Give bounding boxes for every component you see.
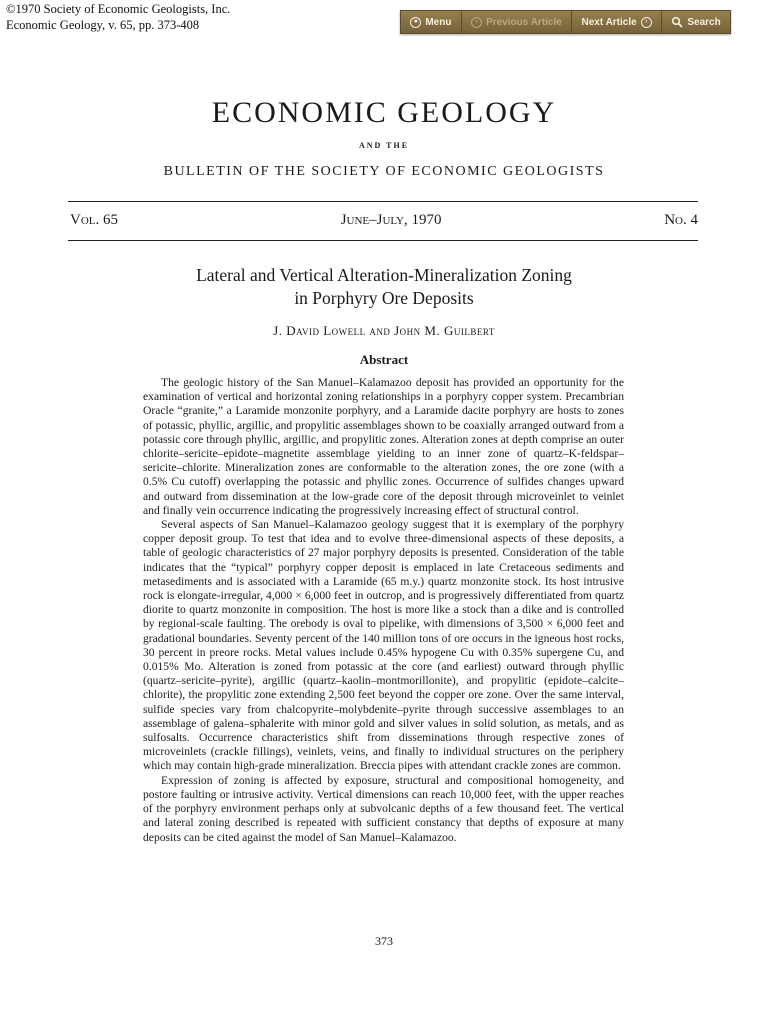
issue-date: June–July, 1970 bbox=[340, 212, 442, 228]
article-title-line-1: Lateral and Vertical Alteration-Mineralization Zoning bbox=[196, 265, 572, 285]
top-divider bbox=[68, 201, 698, 202]
search-button-label: Search bbox=[687, 16, 721, 28]
article-title-line-2: in Porphyry Ore Deposits bbox=[294, 288, 474, 308]
menu-button-label: Menu bbox=[425, 16, 452, 28]
issue-info-row bbox=[70, 212, 698, 234]
article-navigation-bar bbox=[400, 10, 731, 34]
and-the-label: AND THE bbox=[358, 141, 410, 150]
volume-label: Vol. 65 bbox=[70, 212, 118, 228]
menu-icon: ● bbox=[410, 17, 421, 28]
citation-line: Economic Geology, v. 65, pp. 373-408 bbox=[6, 18, 200, 32]
abstract-paragraph-1: The geologic history of the San Manuel–Kalamazoo deposit has provided an opportunity for the examination of vertical and horizontal zoning relationships in a porphyry copper system. Precambrian Oracle “granite,” a Laramide monzonite porphyry, and a Laramide dacite porphyry are hosts to zones of potassic, phyllic, argillic, and propylitic assemblages shown to be coaxially arranged outward from a potassic core through phyllic, argillic, and propylitic zones. Alteration zones at depth comprise an outer chlorite–sericite–epidote–magnetite assemblage yielding to an inner zone of quartz–K-feldspar–sericite–chlorite. Mineralization zones are conformable to the alteration zones, the ore zone (with a 0.5% Cu cutoff) overlapping the potassic and phyllic zones. Occurrence of sulfides changes upward and outward from dissemination at the low-grade core of the deposit through microveinlet to veinlet and finally vein occurrence indicating the progressively increasing effect of structural control. bbox=[143, 376, 624, 517]
copyright-line: ©1970 Society of Economic Geologists, Inc. bbox=[6, 2, 231, 16]
journal-title: ECONOMIC GEOLOGY bbox=[211, 96, 557, 129]
search-icon bbox=[671, 16, 683, 28]
abstract-heading: Abstract bbox=[359, 352, 409, 367]
article-authors: J. David Lowell and John M. Guilbert bbox=[273, 323, 495, 338]
next-article-label: Next Article bbox=[581, 16, 637, 28]
bulletin-title: BULLETIN OF THE SOCIETY OF ECONOMIC GEOLOGISTS bbox=[163, 164, 605, 179]
next-article-button[interactable] bbox=[572, 11, 662, 33]
previous-article-button[interactable] bbox=[462, 11, 572, 33]
issue-number: No. 4 bbox=[664, 212, 698, 228]
bottom-divider bbox=[68, 240, 698, 241]
search-button[interactable] bbox=[662, 11, 730, 33]
article-title bbox=[0, 264, 768, 310]
menu-button[interactable] bbox=[401, 11, 462, 33]
copyright-notice bbox=[6, 1, 230, 33]
abstract-paragraph-3: Expression of zoning is affected by exposure, structural and compositional homogeneity, and postore faulting or intrusive activity. Vertical dimensions can reach 10,000 feet, with the upper reaches of the porphyry environment perhaps only at subvolcanic depths of a few thousand feet. The vertical and lateral zoning described is repeated with sufficient constancy that depths of exposure at many deposits can be cited against the model of San Manuel–Kalamazoo. bbox=[143, 773, 624, 844]
abstract-body bbox=[143, 376, 624, 845]
previous-article-label: Previous Article bbox=[486, 16, 562, 28]
arrow-left-icon: ‹ bbox=[471, 17, 482, 28]
page-number: 373 bbox=[375, 934, 393, 948]
arrow-right-icon: › bbox=[641, 17, 652, 28]
abstract-paragraph-2: Several aspects of San Manuel–Kalamazoo geology suggest that it is exemplary of the porphyry copper deposit group. To test that idea and to evolve three-dimensional aspects of these deposits, a table of geologic characteristics of 27 major porphyry deposits is presented. Consideration of the table indicates that the “typical” porphyry copper deposit is emplaced in late Cretaceous sediments and metasediments and is associated with a Laramide (65 m.y.) quartz monzonite stock. Its host intrusive rock is elongate-irregular, 4,000 × 6,000 feet in outcrop, and is progressively differentiated from quartz diorite to quartz monzonite in composition. The host is more like a stock than a dike and is controlled by regional-scale faulting. The orebody is oval to pipelike, with dimensions of 3,500 × 6,000 feet and gradational boundaries. Seventy percent of the 140 million tons of ore occurs in the igneous host rocks, 30 percent in preore rocks. Metal values include 0.45% hypogene Cu with 0.35% supergene Cu, and 0.015% Mo. Alteration is zoned from potassic at the core (and earliest) outward through phyllic (quartz–sericite–pyrite), argillic (quartz–kaolin–montmorillonite), and propylitic (epidote–calcite–chlorite), the propylitic zone extending 2,500 feet beyond the copper ore zone. Over the same interval, sulfide species vary from chalcopyrite–molybdenite–pyrite through successive assemblages to an assemblage of galena–sphalerite with minor gold and silver values in solid solution, as metals, and as sulfosalts. Occurrence characteristics shift from disseminations through respective zones of microveinlets (crackle fillings), veinlets, veins, and finally to individual structures on the periphery which may contain high-grade mineralization. Breccia pipes with attendant crackle zones are common. bbox=[143, 518, 624, 773]
